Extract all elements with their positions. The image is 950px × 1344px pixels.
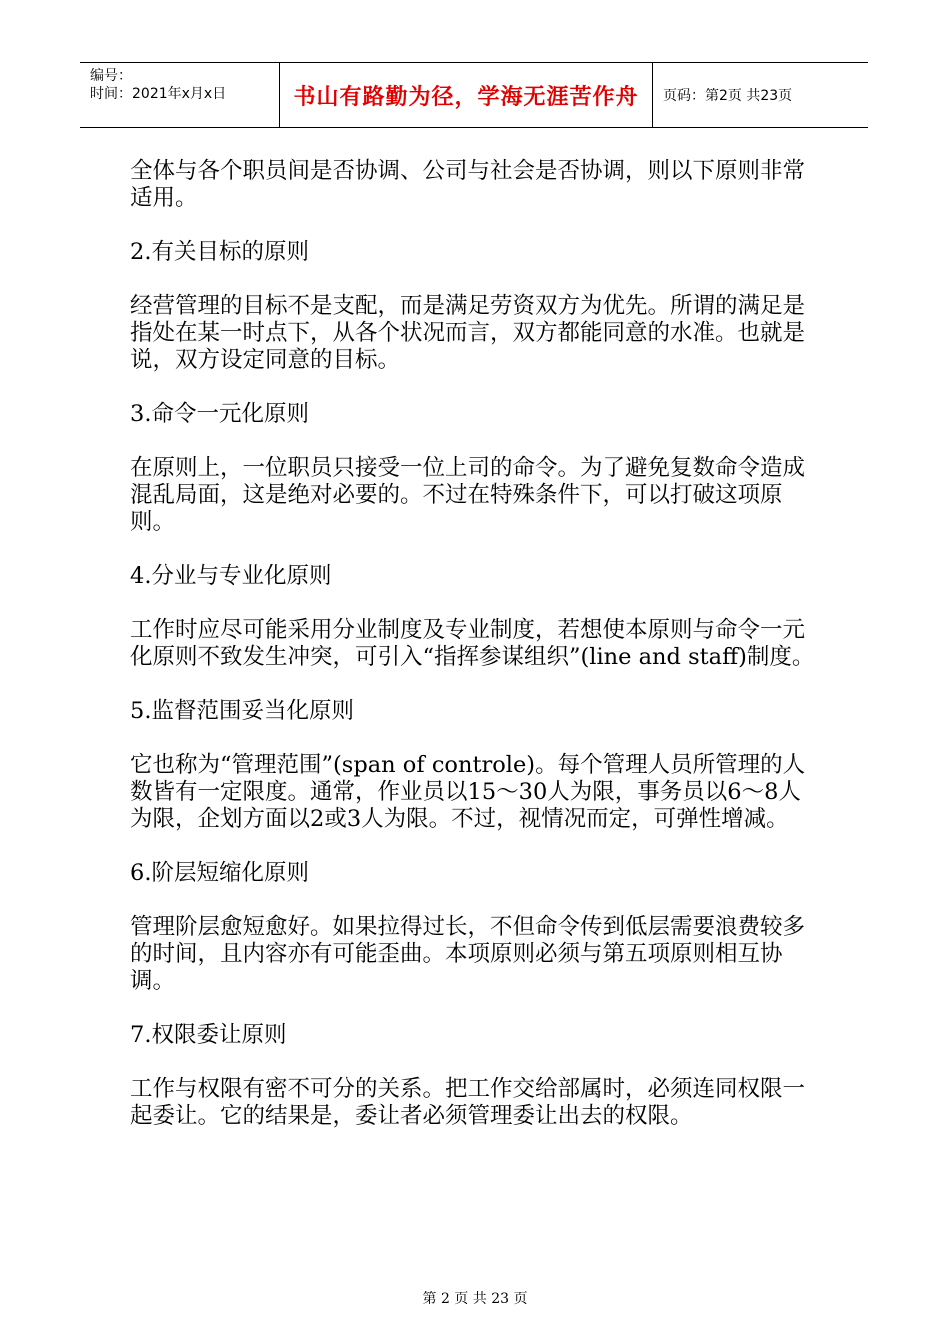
paragraph: 管理阶层愈短愈好。如果拉得过长，不但命令传到低层需要浪费较多的时间，且内容亦有可能歪曲。本项原则必须与第五项原则相互协调。 <box>130 914 806 994</box>
paragraph: 工作时应尽可能采用分业制度及专业制度，若想使本原则与命令一元化原则不致发生冲突，可引入“指挥参谋组织”(line and staff)制度。 <box>130 617 815 670</box>
section-heading: 2.有关目标的原则 <box>130 239 309 265</box>
section-heading: 5.监督范围妥当化原则 <box>130 698 354 724</box>
document-body <box>130 158 820 1130</box>
paragraph: 它也称为“管理范围”(span of controle)。每个管理人员所管理的人数皆有一定限度。通常，作业员以15～30人为限，事务员以6～8人为限，企划方面以2或3人为限。不过，视情况而定，可弹性增减。 <box>130 752 806 832</box>
section-heading: 4.分业与专业化原则 <box>130 563 332 589</box>
page-footer: 第 2 页 共 23 页 <box>422 1291 528 1307</box>
document-number-label: 编号： <box>90 68 132 84</box>
paragraph: 在原则上，一位职员只接受一位上司的命令。为了避免复数命令造成混乱局面，这是绝对必要的。不过在特殊条件下，可以打破这项原则。 <box>130 455 806 535</box>
header-meta <box>80 63 280 127</box>
header-page-info: 页码：第2页 共23页 <box>663 88 793 104</box>
header-motto: 书山有路勤为径，学海无涯苦作舟 <box>280 63 653 127</box>
section-heading: 7.权限委让原则 <box>130 1022 287 1048</box>
paragraph: 全体与各个职员间是否协调、公司与社会是否协调，则以下原则非常适用。 <box>130 158 806 211</box>
paragraph: 经营管理的目标不是支配，而是满足劳资双方为优先。所谓的满足是指处在某一时点下，从各个状况而言，双方都能同意的水准。也就是说，双方设定同意的目标。 <box>130 293 806 373</box>
page-header <box>80 62 868 128</box>
section-heading: 3.命令一元化原则 <box>130 401 309 427</box>
paragraph: 工作与权限有密不可分的关系。把工作交给部属时，必须连同权限一起委让。它的结果是，委让者必须管理委让出去的权限。 <box>130 1076 806 1129</box>
document-time-label: 时间：2021年x月x日 <box>90 86 227 102</box>
section-heading: 6.阶层短缩化原则 <box>130 860 309 886</box>
